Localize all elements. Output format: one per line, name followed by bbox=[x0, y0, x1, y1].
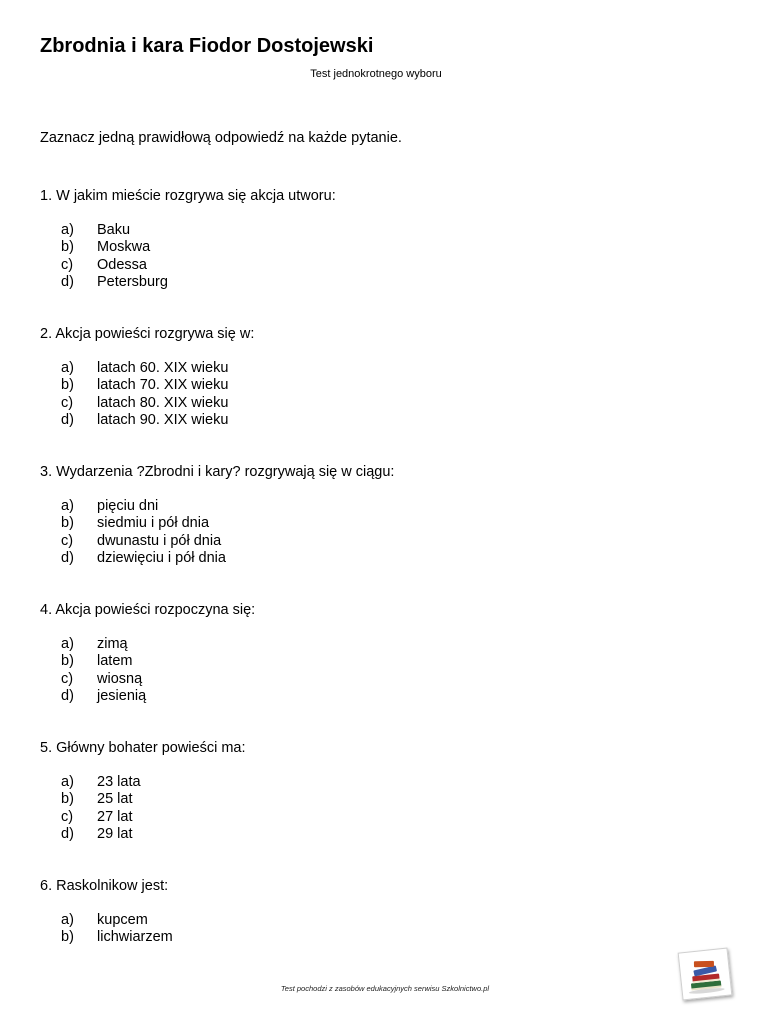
option-text: 23 lata bbox=[97, 774, 141, 790]
question-text: 4. Akcja powieści rozpoczyna się: bbox=[40, 602, 256, 618]
option-text: dziewięciu i pół dnia bbox=[97, 549, 226, 566]
option-text: Moskwa bbox=[97, 239, 151, 256]
option-letter: a) bbox=[61, 912, 74, 928]
option-letter: a) bbox=[61, 636, 74, 652]
option-letter: b) bbox=[61, 239, 74, 256]
option-letter: d) bbox=[61, 411, 74, 428]
option-letter: b) bbox=[61, 653, 74, 670]
option-text: siedmiu i pół dnia bbox=[97, 515, 210, 532]
answer-option[interactable] bbox=[40, 671, 740, 688]
answer-option[interactable] bbox=[40, 912, 740, 929]
option-letter: b) bbox=[61, 791, 74, 808]
question-text: 2. Akcja powieści rozgrywa się w: bbox=[40, 326, 255, 342]
answer-option[interactable] bbox=[40, 257, 740, 274]
page-title: Zbrodnia i kara Fiodor Dostojewski bbox=[40, 35, 374, 57]
answer-option[interactable] bbox=[40, 412, 740, 429]
question-5 bbox=[40, 739, 740, 843]
option-letter: d) bbox=[61, 687, 74, 704]
option-text: jesienią bbox=[97, 687, 147, 704]
option-letter: c) bbox=[61, 394, 74, 411]
option-text: latach 80. XIX wieku bbox=[97, 394, 229, 411]
answer-option[interactable] bbox=[40, 377, 740, 394]
answer-option[interactable] bbox=[40, 222, 740, 239]
option-text: dwunastu i pół dnia bbox=[97, 532, 222, 549]
question-3 bbox=[40, 463, 740, 567]
option-letter: c) bbox=[61, 670, 74, 687]
option-text: zimą bbox=[97, 636, 128, 652]
answer-option[interactable] bbox=[40, 929, 740, 946]
footer-note: Test pochodzi z zasobów edukacyjnych serwisu Szkolnictwo.pl bbox=[280, 984, 490, 993]
option-letter: a) bbox=[61, 360, 74, 376]
option-letter: c) bbox=[61, 256, 74, 273]
option-letter: a) bbox=[61, 774, 74, 790]
page-subtitle: Test jednokrotnego wyboru bbox=[310, 68, 442, 80]
option-text: latach 60. XIX wieku bbox=[97, 360, 229, 376]
option-text: Petersburg bbox=[97, 273, 168, 290]
option-text: latach 90. XIX wieku bbox=[97, 411, 229, 428]
option-letter: b) bbox=[61, 377, 74, 394]
answer-option[interactable] bbox=[40, 688, 740, 705]
option-text: 27 lat bbox=[97, 808, 133, 825]
answer-option[interactable] bbox=[40, 653, 740, 670]
answer-option[interactable] bbox=[40, 274, 740, 291]
option-letter: a) bbox=[61, 222, 74, 238]
option-letter: c) bbox=[61, 808, 74, 825]
option-letter: d) bbox=[61, 273, 74, 290]
question-2 bbox=[40, 325, 740, 429]
answer-option[interactable] bbox=[40, 826, 740, 843]
answer-option[interactable] bbox=[40, 550, 740, 567]
option-letter: d) bbox=[61, 825, 74, 842]
answer-option[interactable] bbox=[40, 774, 740, 791]
answer-option[interactable] bbox=[40, 498, 740, 515]
question-4 bbox=[40, 601, 740, 705]
option-text: latach 70. XIX wieku bbox=[97, 377, 229, 394]
answer-option[interactable] bbox=[40, 533, 740, 550]
option-text: lichwiarzem bbox=[97, 929, 173, 946]
question-text: 3. Wydarzenia ?Zbrodni i kary? rozgrywają się w ciągu: bbox=[40, 464, 395, 480]
option-text: Baku bbox=[97, 222, 131, 238]
option-text: kupcem bbox=[97, 912, 148, 928]
option-letter: c) bbox=[61, 532, 74, 549]
instruction-text: Zaznacz jedną prawidłową odpowiedź na każde pytanie. bbox=[40, 130, 402, 146]
option-text: 29 lat bbox=[97, 825, 133, 842]
option-letter: d) bbox=[61, 549, 74, 566]
answer-option[interactable] bbox=[40, 360, 740, 377]
option-text: 25 lat bbox=[97, 791, 133, 808]
question-text: 6. Raskolnikow jest: bbox=[40, 878, 169, 894]
option-letter: b) bbox=[61, 515, 74, 532]
answer-option[interactable] bbox=[40, 515, 740, 532]
answer-option[interactable] bbox=[40, 809, 740, 826]
option-text: pięciu dni bbox=[97, 498, 159, 514]
question-text: 5. Główny bohater powieści ma: bbox=[40, 740, 246, 756]
option-text: wiosną bbox=[97, 670, 143, 687]
option-letter: a) bbox=[61, 498, 74, 514]
option-text: latem bbox=[97, 653, 133, 670]
answer-option[interactable] bbox=[40, 239, 740, 256]
answer-option[interactable] bbox=[40, 636, 740, 653]
question-text: 1. W jakim mieście rozgrywa się akcja utworu: bbox=[40, 188, 336, 204]
option-letter: b) bbox=[61, 929, 74, 946]
books-stack-icon bbox=[678, 948, 733, 1001]
answer-option[interactable] bbox=[40, 791, 740, 808]
answer-option[interactable] bbox=[40, 395, 740, 412]
option-text: Odessa bbox=[97, 256, 147, 273]
question-6 bbox=[40, 877, 740, 947]
question-1 bbox=[40, 187, 740, 291]
